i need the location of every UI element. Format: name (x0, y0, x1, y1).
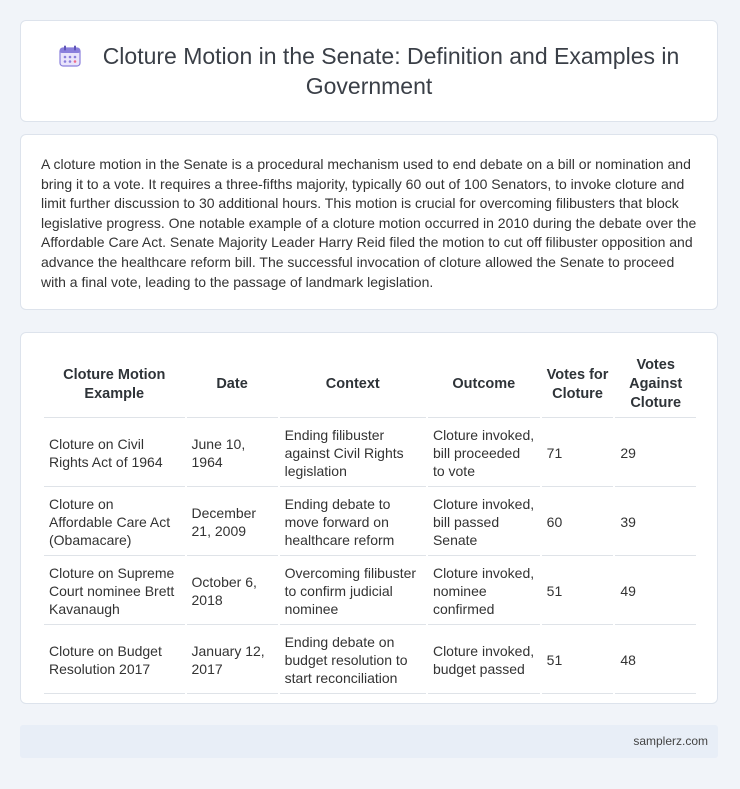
footer (20, 725, 718, 758)
cell-date: December 21, 2009 (187, 489, 278, 556)
cell-votes-against: 48 (615, 627, 696, 694)
cell-outcome: Cloture invoked, bill proceeded to vote (428, 420, 540, 487)
cell-votes-for: 60 (542, 489, 614, 556)
calendar-icon (59, 44, 81, 66)
table-row (44, 558, 696, 625)
cell-example: Cloture on Civil Rights Act of 1964 (44, 420, 185, 487)
footer-source-link[interactable]: samplerz.com (633, 734, 708, 748)
cell-votes-against: 29 (615, 420, 696, 487)
table-header-row (44, 353, 696, 418)
page-title: Cloture Motion in the Senate: Definition and Examples in Government (102, 43, 680, 99)
cell-example: Cloture on Affordable Care Act (Obamacare) (44, 489, 185, 556)
cell-context: Ending debate to move forward on healthcare reform (280, 489, 426, 556)
intro-paragraph: A cloture motion in the Senate is a procedural mechanism used to end debate on a bill or nomination and bring it to a vote. It requires a three-fifths majority, typically 60 out of 100 Senators, to invoke cloture and limit further discussion to 30 additional hours. This motion is crucial for overcoming filibusters that block legislative progress. One notable example of a cloture motion occurred in 2010 during the debate over the Affordable Care Act. Senate Majority Leader Harry Reid filed the motion to cut off filibuster opposition and advance the healthcare reform bill. The successful invocation of cloture allowed the Senate to proceed with a final vote, leading to the passage of landmark legislation. (41, 156, 697, 290)
cell-context: Overcoming filibuster to confirm judicial nominee (280, 558, 426, 625)
intro-card (20, 134, 718, 310)
cell-outcome: Cloture invoked, nominee confirmed (428, 558, 540, 625)
cell-outcome: Cloture invoked, bill passed Senate (428, 489, 540, 556)
table-row (44, 489, 696, 556)
header-outcome: Outcome (428, 353, 540, 418)
cell-date: January 12, 2017 (187, 627, 278, 694)
cell-votes-for: 51 (542, 558, 614, 625)
cell-context: Ending debate on budget resolution to start reconciliation (280, 627, 426, 694)
cell-votes-against: 39 (615, 489, 696, 556)
header-votes-for: Votes for Cloture (542, 353, 614, 418)
title-card (20, 20, 718, 122)
header-votes-against: Votes Against Cloture (615, 353, 696, 418)
cloture-table (42, 351, 698, 696)
cell-votes-for: 71 (542, 420, 614, 487)
cell-context: Ending filibuster against Civil Rights legislation (280, 420, 426, 487)
table-card (20, 332, 718, 704)
table-row (44, 627, 696, 694)
page-title-wrap (45, 41, 693, 101)
cell-votes-for: 51 (542, 627, 614, 694)
cell-date: June 10, 1964 (187, 420, 278, 487)
cell-example: Cloture on Budget Resolution 2017 (44, 627, 185, 694)
cell-outcome: Cloture invoked, budget passed (428, 627, 540, 694)
cell-votes-against: 49 (615, 558, 696, 625)
table-row (44, 420, 696, 487)
cell-example: Cloture on Supreme Court nominee Brett Kavanaugh (44, 558, 185, 625)
header-date: Date (187, 353, 278, 418)
cell-date: October 6, 2018 (187, 558, 278, 625)
header-example: Cloture Motion Example (44, 353, 185, 418)
header-context: Context (280, 353, 426, 418)
